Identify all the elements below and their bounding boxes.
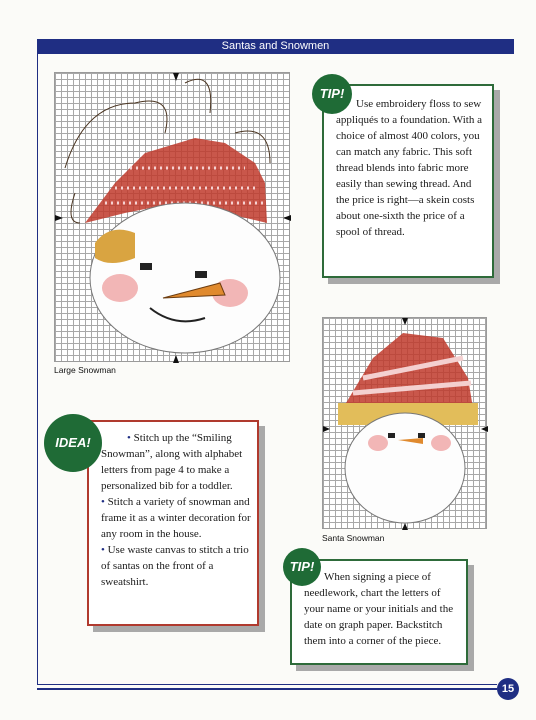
- bottom-rule: [37, 688, 497, 690]
- right-eye: [195, 271, 207, 278]
- santa-top-arrow: [402, 318, 408, 325]
- idea-box: [87, 420, 259, 626]
- santa-snowman-motif: [323, 318, 488, 530]
- left-arrow: [55, 215, 63, 221]
- left-cheek: [102, 274, 138, 302]
- santa-cheek-right: [431, 435, 451, 451]
- idea-item-2-text: Stitch a variety of snowman and frame it as a winter decoration for any room in the house.: [101, 496, 251, 540]
- santa-cheek-left: [368, 435, 388, 451]
- idea-item-3-text: Use waste canvas to stitch a trio of santas on the front of a sweatshirt.: [101, 544, 249, 588]
- santa-bottom-arrow: [402, 523, 408, 530]
- santa-snowman-chart: [322, 317, 487, 529]
- large-snowman-caption: Large Snowman: [54, 365, 116, 375]
- left-eye: [140, 263, 152, 270]
- tip2-text: When signing a piece of needlework, chart the letters of your name or your initials and the date on graph paper. Backstitch them into a corner of the piece.: [304, 571, 454, 647]
- left-rule: [37, 54, 38, 684]
- santa-face: [345, 413, 465, 523]
- santa-snowman-caption: Santa Snowman: [322, 533, 385, 543]
- tip1-badge: TIP!: [312, 74, 352, 114]
- large-snowman-motif: [55, 73, 291, 363]
- section-header: Santas and Snowmen: [37, 39, 514, 54]
- bottom-arrow: [173, 355, 179, 363]
- large-snowman-chart: [54, 72, 290, 362]
- idea-badge: IDEA!: [44, 414, 102, 472]
- santa-right-eye: [418, 433, 425, 438]
- right-arrow: [283, 215, 291, 221]
- santa-left-arrow: [323, 426, 330, 432]
- tip1-box: [322, 84, 494, 278]
- idea-item-3: • Use waste canvas to stitch a trio of santas on the front of a sweatshirt.: [101, 544, 249, 588]
- idea-item-1: • Stitch up the “Smiling Snowman”, along with alphabet letters from page 4 to make a personalized bib for a toddler.: [101, 432, 243, 492]
- hat-gold-patch: [95, 230, 135, 263]
- bottom-rule-thin: [37, 684, 497, 685]
- top-arrow: [173, 73, 179, 81]
- page-number: 15: [497, 678, 519, 700]
- idea-item-1-text: Stitch up the “Smiling Snowman”, along with alphabet letters from page 4 to make a personalized bib for a toddler.: [101, 432, 243, 492]
- santa-left-eye: [388, 433, 395, 438]
- idea-item-2: • Stitch a variety of snowman and frame it as a winter decoration for any room in the house.: [101, 496, 251, 540]
- tip1-text: Use embroidery floss to sew appliqués to a foundation. With a choice of almost 400 colors, you can match any fabric. This soft thread blends into fabric more easily than sewing thread. And the price is right—a skein costs about one-sixth the price of a spool of thread.: [336, 98, 482, 238]
- santa-right-arrow: [481, 426, 488, 432]
- tip2-badge: TIP!: [283, 548, 321, 586]
